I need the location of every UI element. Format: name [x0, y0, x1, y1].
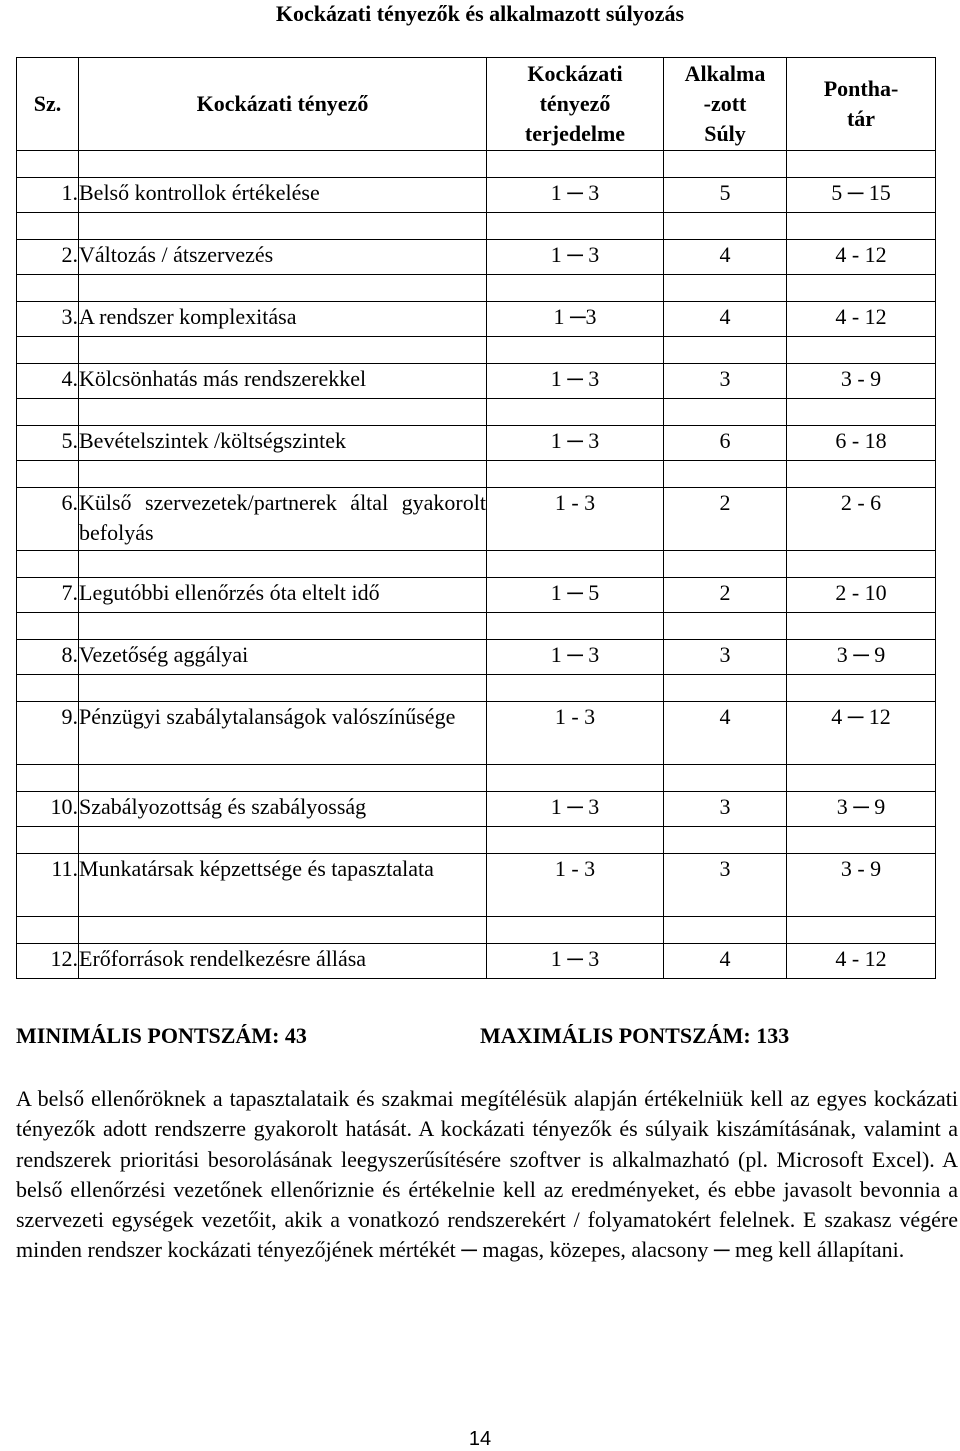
table-row	[17, 426, 936, 461]
spacer-cell	[17, 551, 79, 578]
table-row	[17, 240, 936, 275]
spacer-cell	[664, 213, 787, 240]
applied-weight: 5	[664, 178, 787, 213]
table-row	[17, 364, 936, 399]
spacer-cell	[787, 675, 936, 702]
spacer-cell	[79, 765, 487, 792]
row-number: 6.	[17, 488, 79, 551]
spacer-cell	[664, 275, 787, 302]
spacer-cell	[79, 917, 487, 944]
spacer-cell	[487, 151, 664, 178]
spacer-cell	[79, 675, 487, 702]
applied-weight: 6	[664, 426, 787, 461]
header-factor: Kockázati tényező	[79, 58, 487, 151]
risk-factor-name: Külső szervezetek/partnerek által gyakorolt befolyás	[79, 488, 487, 551]
score-range: 3 ─ 9	[787, 640, 936, 675]
table-spacer-row	[17, 461, 936, 488]
spacer-cell	[79, 613, 487, 640]
row-number: 2.	[17, 240, 79, 275]
spacer-cell	[787, 917, 936, 944]
factor-extent: 1 ─ 3	[487, 792, 664, 827]
header-extent-line: tényező	[539, 91, 611, 116]
spacer-cell	[664, 675, 787, 702]
max-score: MAXIMÁLIS PONTSZÁM: 133	[480, 1023, 790, 1048]
applied-weight: 2	[664, 488, 787, 551]
applied-weight: 3	[664, 640, 787, 675]
table-spacer-row	[17, 275, 936, 302]
spacer-cell	[487, 337, 664, 364]
spacer-cell	[787, 275, 936, 302]
spacer-cell	[487, 275, 664, 302]
table-spacer-row	[17, 213, 936, 240]
applied-weight: 4	[664, 702, 787, 765]
score-range: 3 - 9	[787, 364, 936, 399]
table-row	[17, 488, 936, 551]
score-range: 4 - 12	[787, 302, 936, 337]
applied-weight: 3	[664, 854, 787, 917]
risk-factor-name: Legutóbbi ellenőrzés óta eltelt idő	[79, 578, 487, 613]
min-score: MINIMÁLIS PONTSZÁM: 43	[16, 1023, 307, 1048]
spacer-cell	[787, 551, 936, 578]
spacer-cell	[79, 275, 487, 302]
spacer-cell	[787, 827, 936, 854]
spacer-cell	[664, 551, 787, 578]
header-weight-line: -zott	[703, 91, 747, 116]
row-number: 8.	[17, 640, 79, 675]
spacer-cell	[787, 765, 936, 792]
row-number: 1.	[17, 178, 79, 213]
header-score	[787, 58, 936, 151]
table-spacer-row	[17, 917, 936, 944]
spacer-cell	[787, 613, 936, 640]
score-summary	[16, 1021, 935, 1051]
factor-extent: 1 ─ 3	[487, 240, 664, 275]
risk-factor-name: A rendszer komplexitása	[79, 302, 487, 337]
spacer-cell	[17, 917, 79, 944]
spacer-cell	[17, 461, 79, 488]
applied-weight: 2	[664, 578, 787, 613]
spacer-cell	[487, 827, 664, 854]
spacer-cell	[79, 551, 487, 578]
spacer-cell	[79, 151, 487, 178]
table-spacer-row	[17, 399, 936, 426]
spacer-cell	[17, 213, 79, 240]
factor-extent: 1 ─ 5	[487, 578, 664, 613]
spacer-cell	[664, 827, 787, 854]
spacer-cell	[487, 675, 664, 702]
header-extent-line: Kockázati	[527, 61, 623, 86]
score-range: 6 - 18	[787, 426, 936, 461]
applied-weight: 3	[664, 364, 787, 399]
row-number: 12.	[17, 944, 79, 979]
table-row	[17, 854, 936, 917]
table-row	[17, 302, 936, 337]
header-score-line: Pontha-	[823, 76, 899, 101]
spacer-cell	[487, 765, 664, 792]
spacer-cell	[17, 337, 79, 364]
table-row	[17, 178, 936, 213]
factor-extent: 1 ─ 3	[487, 640, 664, 675]
risk-factor-name: Bevételszintek /költségszintek	[79, 426, 487, 461]
spacer-cell	[17, 151, 79, 178]
factor-extent: 1 - 3	[487, 702, 664, 765]
table-row	[17, 702, 936, 765]
header-weight-line: Alkalma	[684, 61, 766, 86]
spacer-cell	[787, 151, 936, 178]
row-number: 7.	[17, 578, 79, 613]
table-row	[17, 792, 936, 827]
table-spacer-row	[17, 337, 936, 364]
spacer-cell	[664, 613, 787, 640]
row-number: 9.	[17, 702, 79, 765]
spacer-cell	[787, 461, 936, 488]
spacer-cell	[664, 917, 787, 944]
spacer-cell	[487, 551, 664, 578]
risk-factor-name: Kölcsönhatás más rendszerekkel	[79, 364, 487, 399]
factor-extent: 1 - 3	[487, 854, 664, 917]
row-number: 3.	[17, 302, 79, 337]
spacer-cell	[487, 917, 664, 944]
table-row	[17, 944, 936, 979]
header-extent-line: terjedelme	[524, 121, 626, 146]
score-range: 2 - 6	[787, 488, 936, 551]
header-weight-line: Súly	[704, 121, 746, 146]
score-range: 5 ─ 15	[787, 178, 936, 213]
applied-weight: 4	[664, 302, 787, 337]
table-header-row	[17, 58, 936, 151]
risk-factor-name: Szabályozottság és szabályosság	[79, 792, 487, 827]
spacer-cell	[787, 213, 936, 240]
spacer-cell	[487, 461, 664, 488]
spacer-cell	[487, 613, 664, 640]
applied-weight: 4	[664, 944, 787, 979]
risk-factor-name: Erőforrások rendelkezésre állása	[79, 944, 487, 979]
score-range: 4 - 12	[787, 240, 936, 275]
factor-extent: 1 ─ 3	[487, 364, 664, 399]
page-title: Kockázati tényezők és alkalmazott súlyozás	[275, 1, 685, 26]
applied-weight: 3	[664, 792, 787, 827]
spacer-cell	[787, 337, 936, 364]
spacer-cell	[17, 613, 79, 640]
score-range: 2 - 10	[787, 578, 936, 613]
factor-extent: 1 - 3	[487, 488, 664, 551]
spacer-cell	[17, 827, 79, 854]
spacer-cell	[79, 337, 487, 364]
factor-extent: 1 ─ 3	[487, 178, 664, 213]
factor-extent: 1 ─ 3	[487, 426, 664, 461]
spacer-cell	[487, 399, 664, 426]
spacer-cell	[17, 675, 79, 702]
spacer-cell	[664, 337, 787, 364]
table-spacer-row	[17, 151, 936, 178]
spacer-cell	[664, 765, 787, 792]
risk-factor-name: Pénzügyi szabálytalanságok valószínűsége	[79, 702, 487, 765]
row-number: 11.	[17, 854, 79, 917]
spacer-cell	[664, 399, 787, 426]
risk-factor-name: Belső kontrollok értékelése	[79, 178, 487, 213]
spacer-cell	[79, 461, 487, 488]
header-score-line: tár	[846, 106, 876, 131]
header-extent	[487, 58, 664, 151]
table-spacer-row	[17, 827, 936, 854]
score-range: 4 ─ 12	[787, 702, 936, 765]
factor-extent: 1 ─ 3	[487, 944, 664, 979]
risk-factor-name: Változás / átszervezés	[79, 240, 487, 275]
score-range: 3 - 9	[787, 854, 936, 917]
risk-factor-table	[16, 57, 936, 979]
page-number: 14	[468, 1428, 492, 1450]
row-number: 4.	[17, 364, 79, 399]
table-spacer-row	[17, 675, 936, 702]
row-number: 5.	[17, 426, 79, 461]
table-spacer-row	[17, 613, 936, 640]
spacer-cell	[17, 399, 79, 426]
spacer-cell	[79, 213, 487, 240]
spacer-cell	[787, 399, 936, 426]
risk-factor-name: Vezetőség aggályai	[79, 640, 487, 675]
table-spacer-row	[17, 765, 936, 792]
header-no: Sz.	[17, 58, 79, 151]
table-spacer-row	[17, 551, 936, 578]
spacer-cell	[487, 213, 664, 240]
score-range: 4 - 12	[787, 944, 936, 979]
header-weight	[664, 58, 787, 151]
score-range: 3 ─ 9	[787, 792, 936, 827]
factor-extent: 1 ─3	[487, 302, 664, 337]
risk-factor-name: Munkatársak képzettsége és tapasztalata	[79, 854, 487, 917]
spacer-cell	[664, 151, 787, 178]
applied-weight: 4	[664, 240, 787, 275]
row-number: 10.	[17, 792, 79, 827]
spacer-cell	[79, 399, 487, 426]
body-paragraph: A belső ellenőröknek a tapasztalataik és szakmai megítélésük alapján értékelniük kell az egyes kockázati tényezők adott rendszerre gyakorolt hatását. A kockázati tényezők és súlyaik kiszámításának, valamint a rendszerek prioritási besorolásának leegyszerűsítésére szoftver is alkalmazható (pl. Microsoft Excel). A belső ellenőrzési vezetőnek ellenőriznie és értékelnie kell az eredményeket, és ebbe javasolt bevonnia a szervezeti egységek vezetőit, akik a vonatkozó rendszerekért / folyamatokért felelnek. E szakasz végére minden rendszer kockázati tényezőjének mértékét ─ magas, közepes, alacsony ─ meg kell állapítani.	[16, 1086, 958, 1263]
spacer-cell	[17, 275, 79, 302]
spacer-cell	[664, 461, 787, 488]
table-row	[17, 640, 936, 675]
spacer-cell	[17, 765, 79, 792]
spacer-cell	[79, 827, 487, 854]
table-row	[17, 578, 936, 613]
